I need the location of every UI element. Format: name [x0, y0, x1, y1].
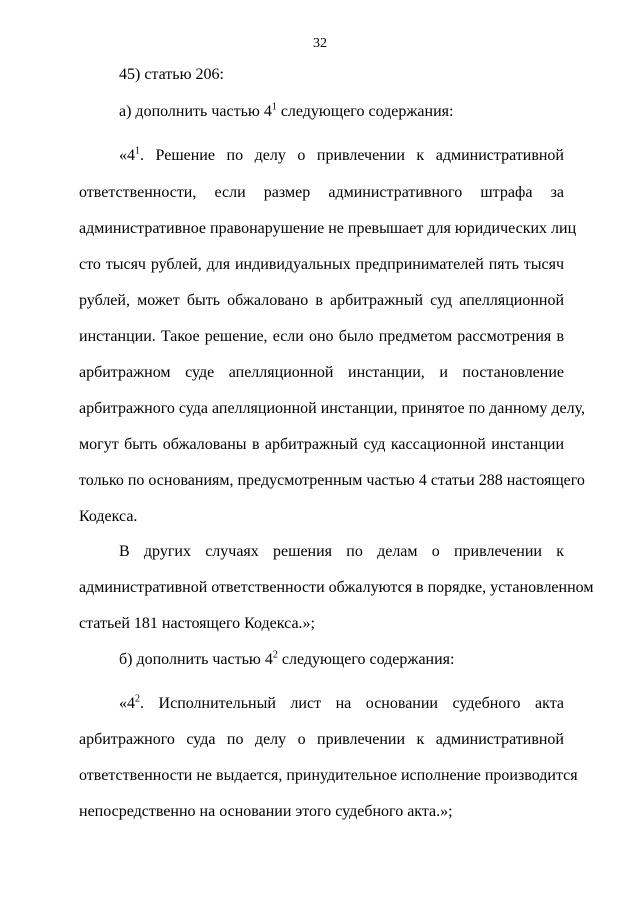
- paragraph-line: арбитражного суда по делу о привлечении к административной: [79, 731, 564, 748]
- paragraph-line: арбитражного суда апелляционной инстанции, принятое по данному делу,: [79, 400, 585, 417]
- subitem-b: б) дополнить частью $4^2$ следующего содержания:: [119, 649, 455, 668]
- page-number: 32: [313, 36, 327, 51]
- paragraph-line: только по основаниям, предусмотренным частью 4 статьи 288 настоящего: [79, 472, 585, 489]
- paragraph-line: рублей, может быть обжаловано в арбитражный суд апелляционной: [79, 292, 564, 309]
- paragraph-line: В других случаях решения по делам о привлечении к: [119, 543, 564, 560]
- paragraph-line: «$4^2$. Исполнительный лист на основании судебного акта: [119, 693, 564, 712]
- paragraph-line: непосредственно на основании этого судебного акта.»;: [79, 803, 453, 820]
- paragraph-line: инстанции. Такое решение, если оно было предметом рассмотрения в: [79, 328, 564, 345]
- paragraph-line: ответственности не выдается, принудительное исполнение производится: [79, 767, 578, 784]
- paragraph-line: ответственности, если размер административного штрафа за: [79, 184, 564, 201]
- paragraph-line: статьей 181 настоящего Кодекса.»;: [79, 615, 315, 632]
- paragraph-line: могут быть обжалованы в арбитражный суд кассационной инстанции: [79, 436, 564, 453]
- subitem-a: а) дополнить частью $4^1$ следующего содержания:: [119, 101, 454, 120]
- paragraph-line: арбитражном суде апелляционной инстанции, и постановление: [79, 364, 564, 381]
- paragraph-line: административной ответственности обжалуются в порядке, установленном: [79, 579, 594, 596]
- item-heading: 45) статью 206:: [119, 66, 224, 83]
- paragraph-line: «$4^1$. Решение по делу о привлечении к административной: [119, 145, 564, 164]
- paragraph-line: Кодекса.: [79, 508, 138, 525]
- paragraph-line: сто тысяч рублей, для индивидуальных предпринимателей пять тысяч: [79, 256, 564, 273]
- paragraph-line: административное правонарушение не превышает для юридических лиц: [79, 220, 577, 237]
